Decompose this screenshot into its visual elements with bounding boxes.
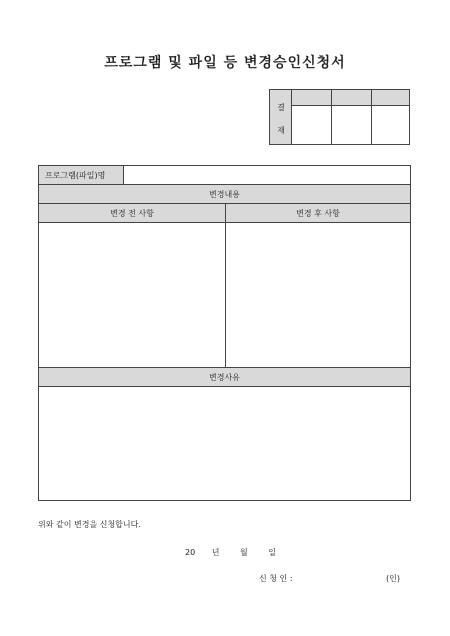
declaration-text: 위와 같이 변경을 신청합니다. bbox=[38, 520, 141, 529]
approval-sign-cell-3[interactable] bbox=[372, 107, 409, 144]
change-content-header-cell bbox=[39, 185, 410, 203]
approval-box bbox=[269, 89, 410, 145]
after-header: 변경 후 사항 bbox=[296, 209, 340, 218]
applicant-name-field[interactable] bbox=[305, 570, 381, 584]
reason-header: 변경사유 bbox=[209, 373, 240, 382]
approval-label-column bbox=[270, 90, 292, 144]
approval-label-top: 결 bbox=[277, 103, 285, 112]
year-unit: 년 bbox=[211, 548, 220, 557]
approval-sign-cell-2[interactable] bbox=[332, 107, 371, 144]
approval-header-row bbox=[292, 90, 409, 106]
change-request-form bbox=[38, 165, 411, 501]
day-unit: 일 bbox=[268, 548, 277, 557]
before-change-field[interactable] bbox=[39, 223, 225, 367]
program-name-label-cell bbox=[39, 166, 124, 184]
page-title: 프로그램 및 파일 등 변경승인신청서 bbox=[104, 55, 346, 71]
after-change-field[interactable] bbox=[226, 223, 410, 367]
date-line bbox=[185, 547, 276, 558]
approval-label-bottom: 재 bbox=[277, 126, 285, 135]
year-prefix: 20 bbox=[185, 548, 196, 557]
seal-mark: (인) bbox=[386, 574, 400, 583]
applicant-label: 신 청 인 : bbox=[259, 574, 293, 583]
change-content-header: 변경내용 bbox=[209, 190, 240, 199]
program-name-label: 프로그램(파일)명 bbox=[45, 171, 106, 180]
month-unit: 월 bbox=[240, 548, 248, 557]
reason-field[interactable] bbox=[39, 387, 410, 500]
before-header: 변경 전 사항 bbox=[110, 209, 154, 218]
approval-sign-cell-1[interactable] bbox=[293, 107, 331, 144]
reason-header-cell bbox=[39, 368, 410, 386]
program-name-field[interactable] bbox=[125, 166, 410, 184]
